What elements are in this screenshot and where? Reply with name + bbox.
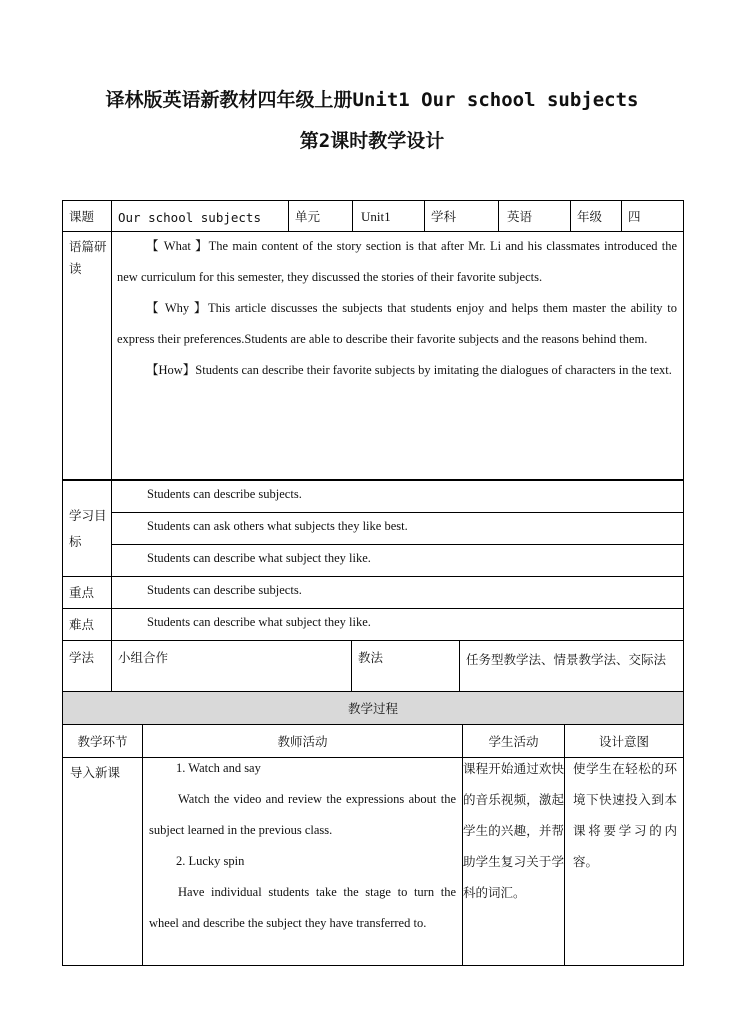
col-teacher: 教师活动 [143, 725, 463, 758]
goals-table [62, 480, 684, 641]
study-method-value: 小组合作 [112, 641, 352, 692]
design-intent [565, 758, 684, 966]
unit-label: 单元 [289, 201, 353, 232]
teacher-activity [143, 758, 463, 966]
reading-how: 【How】Students can describe their favorite subjects by imitating the dialogues of characters in the text. [146, 363, 672, 377]
teach-method-label: 教法 [352, 641, 460, 692]
goal-item: Students can describe what subject they like. [112, 545, 684, 577]
teach-method-value: 任务型教学法、情景教学法、交际法 [460, 641, 684, 692]
difficulty-value: Students can describe what subject they like. [112, 609, 684, 641]
study-method-label: 学法 [63, 641, 112, 692]
col-stage: 教学环节 [63, 725, 143, 758]
difficulty-label: 难点 [63, 609, 112, 641]
reading-what: 【 What 】The main content of the story section is that after Mr. Li and his classmates introduced the new curriculum for this semester, they discussed the stories of their favorite subjects. [117, 239, 677, 284]
key-point-value: Students can describe subjects. [112, 577, 684, 609]
key-point-label: 重点 [63, 577, 112, 609]
process-table [62, 691, 684, 966]
document-title: 译林版英语新教材四年级上册Unit1 Our school subjects [105, 89, 639, 111]
activity-2-title: 2. Lucky spin [176, 854, 245, 868]
lesson-info-table [62, 200, 684, 480]
topic-value: Our school subjects [112, 201, 289, 232]
document-subtitle: 第2课时教学设计 [299, 130, 445, 152]
activity-1-title: 1. Watch and say [176, 761, 261, 775]
student-activity-text: 课程开始通过欢快的音乐视频，激起学生的兴趣，并帮助学生复习关于学科的词汇。 [463, 761, 564, 900]
reading-why: 【 Why 】This article discusses the subjects that students enjoy and helps them master the ability to express their preferences.Students are able to describe their favorite subjects and the reasons behind them. [117, 301, 677, 346]
goals-label: 学习目标 [63, 481, 112, 577]
grade-value: 四 [622, 201, 684, 232]
topic-label: 课题 [63, 201, 112, 232]
goal-item: Students can describe subjects. [112, 481, 684, 513]
stage-intro: 导入新课 [63, 758, 143, 966]
subject-label: 学科 [425, 201, 499, 232]
reading-content [112, 232, 684, 480]
student-activity [463, 758, 565, 966]
grade-label: 年级 [571, 201, 622, 232]
design-intent-text: 使学生在轻松的环境下快速投入到本课将要学习的内容。 [573, 761, 678, 869]
activity-1-text: Watch the video and review the expressions about the subject learned in the previous class. [149, 792, 456, 837]
unit-value: Unit1 [353, 201, 425, 232]
goal-item: Students can ask others what subjects they like best. [112, 513, 684, 545]
subject-value: 英语 [499, 201, 571, 232]
process-heading: 教学过程 [63, 692, 684, 725]
col-student: 学生活动 [463, 725, 565, 758]
activity-2-text: Have individual students take the stage to turn the wheel and describe the subject they have transferred to. [149, 885, 456, 930]
reading-label: 语篇研读 [63, 232, 112, 480]
col-intent: 设计意图 [565, 725, 684, 758]
methods-table [62, 640, 684, 692]
